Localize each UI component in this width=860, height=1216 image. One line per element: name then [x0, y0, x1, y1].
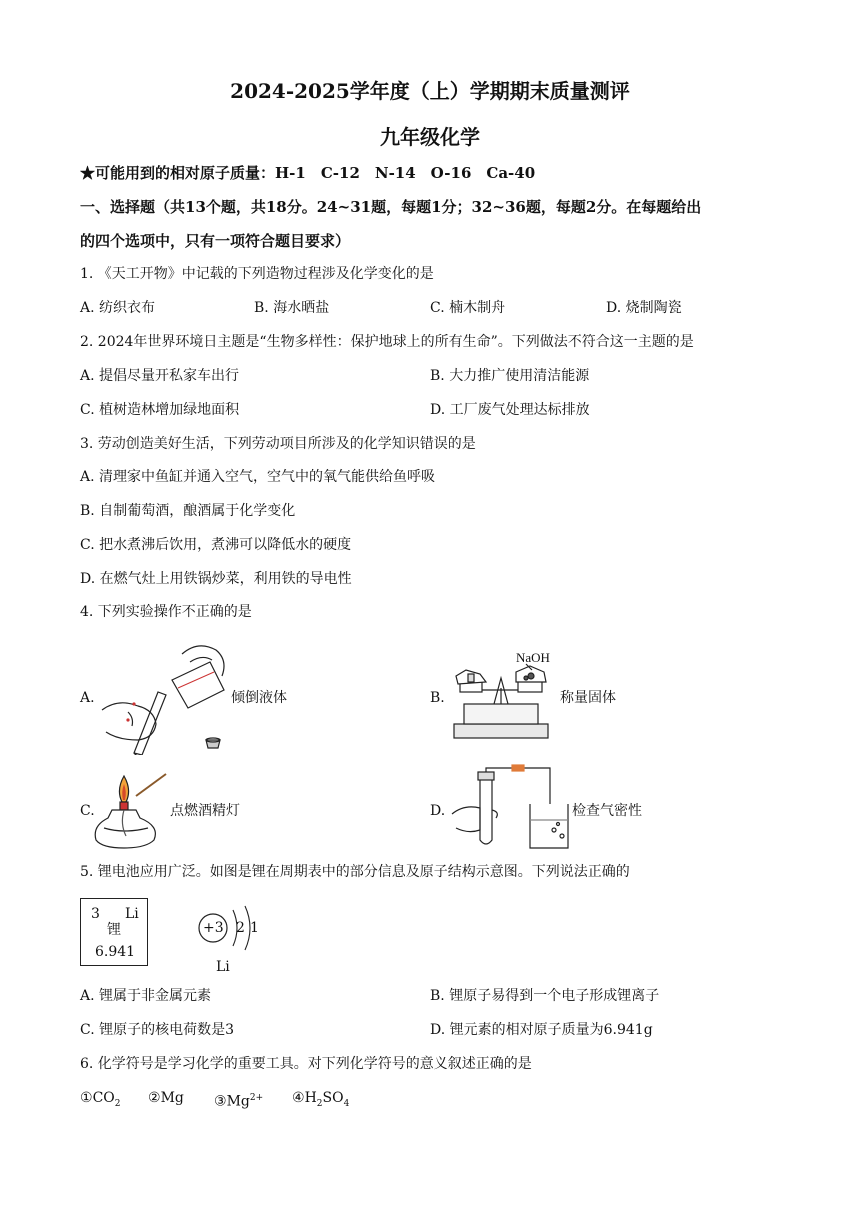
symbol-3-sup: 2+	[249, 1093, 264, 1103]
symbol-4-base: H	[304, 1090, 317, 1106]
question-3-option-a: A. 清理家中鱼缸并通入空气，空气中的氧气能供给鱼呼吸	[80, 469, 436, 485]
question-2-stem: 2. 2024年世界环境日主题是“生物多样性：保护地球上的所有生命”。下列做法不符合这一主题的是	[80, 334, 694, 350]
section-heading-line2: 的四个选项中，只有一项符合题目要求）	[80, 232, 351, 250]
question-4-option-d: D.	[430, 803, 446, 819]
question-5-option-a: A. 锂属于非金属元素	[80, 988, 212, 1004]
symbol-3-num: ③	[214, 1093, 227, 1110]
atom-shell-2-electrons: 1	[250, 920, 259, 936]
question-3-option-d: D. 在燃气灶上用铁锅炒菜，利用铁的导电性	[80, 571, 352, 587]
question-2-option-c: C. 植树造林增加绿地面积	[80, 402, 240, 418]
question-4-caption-a: 倾倒液体	[231, 690, 287, 706]
question-1-option-c: C. 楠木制舟	[430, 300, 506, 316]
element-card	[80, 898, 148, 966]
atom-shell-1-electrons: 2	[236, 920, 245, 936]
question-3-option-b: B. 自制葡萄酒，酿酒属于化学变化	[80, 503, 296, 519]
question-1-option-d: D. 烧制陶瓷	[606, 300, 682, 316]
element-symbol: Li	[125, 906, 139, 922]
question-1-option-b: B. 海水晒盐	[254, 300, 330, 316]
element-mass: 6.941	[95, 944, 136, 960]
symbol-4-sub2: 4	[343, 1098, 350, 1109]
symbol-4-num: ④	[292, 1090, 305, 1106]
question-1-stem: 1. 《天工开物》中记载的下列造物过程涉及化学变化的是	[80, 266, 434, 282]
question-5-option-c: C. 锂原子的核电荷数是3	[80, 1022, 235, 1038]
symbol-3-base: Mg	[226, 1093, 250, 1110]
question-4-caption-d: 检查气密性	[572, 803, 642, 819]
pour-liquid-illustration	[98, 640, 230, 755]
symbol-1-base: CO	[92, 1090, 115, 1106]
question-6-stem: 6. 化学符号是学习化学的重要工具。对下列化学符号的意义叙述正确的是	[80, 1056, 532, 1072]
question-5-option-b: B. 锂原子易得到一个电子形成锂离子	[430, 988, 660, 1004]
alcohol-lamp-illustration	[94, 770, 170, 850]
symbol-4-mid: SO	[322, 1090, 344, 1106]
symbol-4-sub: 2	[316, 1098, 323, 1109]
question-5-stem: 5. 锂电池应用广泛。如图是锂在周期表中的部分信息及原子结构示意图。下列说法正确的	[80, 864, 630, 880]
question-4-option-a: A.	[80, 690, 95, 706]
exam-title: 2024-2025学年度（上）学期期末质量测评	[230, 79, 630, 103]
symbol-3	[214, 1089, 263, 1111]
symbol-1	[80, 1089, 121, 1113]
question-2-option-d: D. 工厂废气处理达标排放	[430, 402, 590, 418]
question-2-option-b: B. 大力推广使用清洁能源	[430, 368, 590, 384]
atomic-masses-line: ★可能用到的相对原子质量：H-1 C-12 N-14 O-16 Ca-40	[80, 164, 536, 182]
question-3-option-c: C. 把水煮沸后饮用，煮沸可以降低水的硬度	[80, 537, 352, 553]
symbol-4	[292, 1089, 349, 1113]
question-4-option-b: B.	[430, 690, 445, 706]
symbol-2-base: Mg	[160, 1090, 184, 1106]
question-5-option-d: D. 锂元素的相对原子质量为6.941g	[430, 1022, 653, 1038]
element-name: 锂	[107, 922, 121, 938]
section-heading-line1: 一、选择题（共13个题，共18分。24~31题，每题1分；32~36题，每题2分。在每题给出	[80, 198, 702, 216]
airtightness-check-illustration	[450, 764, 572, 852]
question-4-option-c: C.	[80, 803, 95, 819]
atom-diagram-label: Li	[216, 959, 230, 975]
symbol-2	[148, 1089, 184, 1107]
question-1-option-a: A. 纺织衣布	[80, 300, 156, 316]
question-3-stem: 3. 劳动创造美好生活，下列劳动项目所涉及的化学知识错误的是	[80, 436, 476, 452]
element-number: 3	[91, 906, 100, 922]
balance-scale-illustration	[446, 648, 554, 742]
atom-nucleus-charge: +3	[203, 920, 224, 936]
question-4-caption-b: 称量固体	[560, 690, 616, 706]
question-4-stem: 4. 下列实验操作不正确的是	[80, 604, 252, 620]
symbol-2-num: ②	[148, 1090, 161, 1106]
symbol-1-num: ①	[80, 1090, 93, 1106]
naoh-label: NaOH	[516, 650, 550, 665]
question-2-option-a: A. 提倡尽量开私家车出行	[80, 368, 240, 384]
symbol-1-sub: 2	[114, 1098, 121, 1109]
question-4-caption-c: 点燃酒精灯	[170, 803, 240, 819]
exam-subtitle: 九年级化学	[380, 125, 480, 149]
